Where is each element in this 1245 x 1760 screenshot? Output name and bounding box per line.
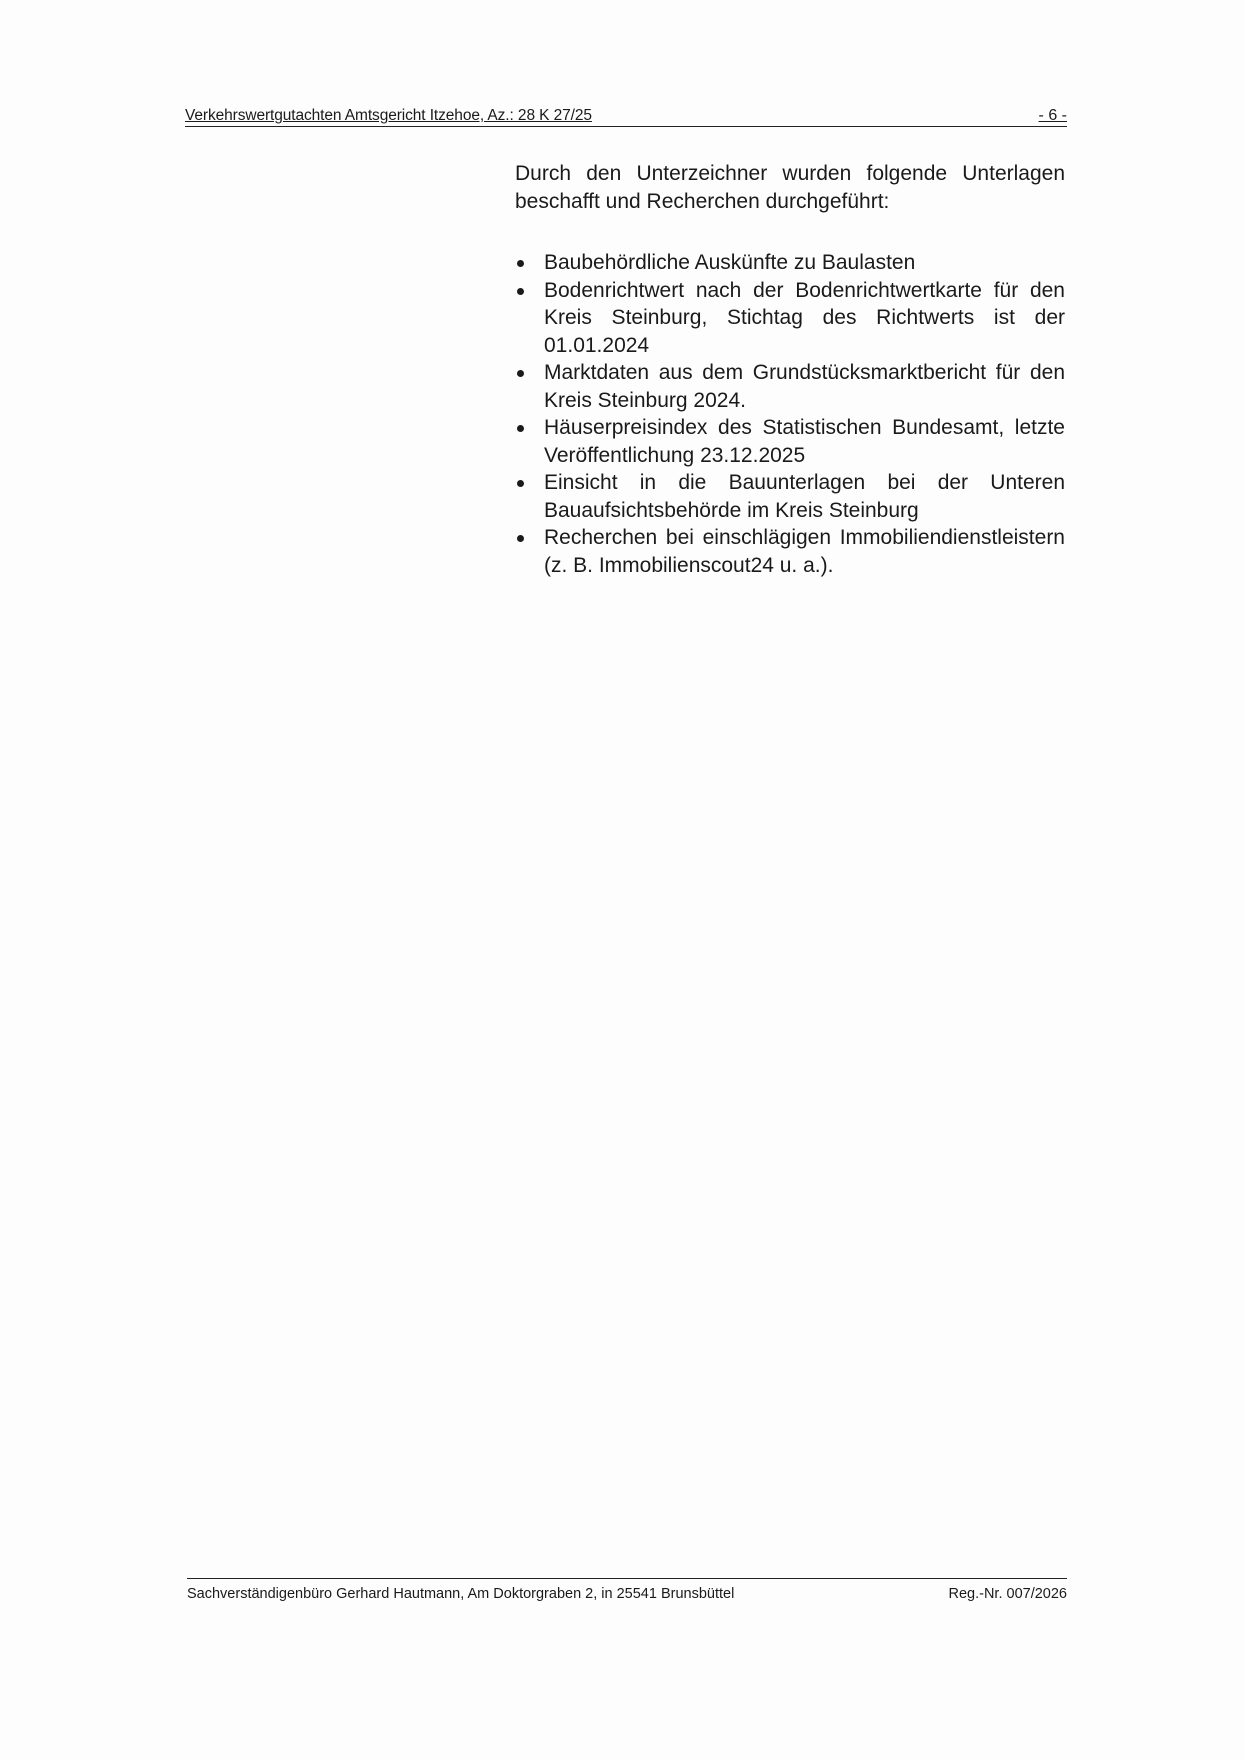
bullet-icon [517, 425, 524, 432]
footer-office-address: Sachverständigenbüro Gerhard Hautmann, Am Doktorgraben 2, in 25541 Brunsbüttel [187, 1586, 735, 1602]
list-item [515, 524, 1065, 579]
list-item [515, 469, 1065, 524]
list-item [515, 249, 1065, 277]
list-item [515, 414, 1065, 469]
page-header [185, 104, 1067, 127]
bullet-icon [517, 370, 524, 377]
sources-list [515, 249, 1065, 579]
list-item-text: Recherchen bei einschlägigen Immobiliendienstleistern (z. B. Immobilienscout24 u. a.). [544, 526, 1065, 577]
list-item-text: Bodenrichtwert nach der Bodenrichtwertkarte für den Kreis Steinburg, Stichtag des Richtwerts ist der 01.01.2024 [544, 278, 1065, 357]
intro-paragraph: Durch den Unterzeichner wurden folgende Unterlagen beschafft und Recherchen durchgeführt: [515, 162, 1065, 213]
list-item-text: Einsicht in die Bauunterlagen bei der Unteren Bauaufsichtsbehörde im Kreis Steinburg [544, 471, 1065, 522]
bullet-icon [517, 260, 524, 267]
list-item-text: Häuserpreisindex des Statistischen Bundesamt, letzte Veröffentlichung 23.12.2025 [544, 416, 1065, 467]
bullet-icon [517, 480, 524, 487]
header-reference: Verkehrswertgutachten Amtsgericht Itzehoe, Az.: 28 K 27/25 [185, 107, 592, 124]
bullet-icon [517, 535, 524, 542]
page-footer [187, 1578, 1067, 1602]
list-item [515, 359, 1065, 414]
list-item-text: Baubehördliche Auskünfte zu Baulasten [544, 251, 916, 274]
main-content [515, 160, 1065, 579]
bullet-icon [517, 288, 524, 295]
list-item-text: Marktdaten aus dem Grundstücksmarktbericht für den Kreis Steinburg 2024. [544, 361, 1065, 412]
list-item [515, 277, 1065, 360]
page-number: - 6 - [1038, 107, 1067, 124]
footer-registration-number: Reg.-Nr. 007/2026 [948, 1586, 1067, 1602]
